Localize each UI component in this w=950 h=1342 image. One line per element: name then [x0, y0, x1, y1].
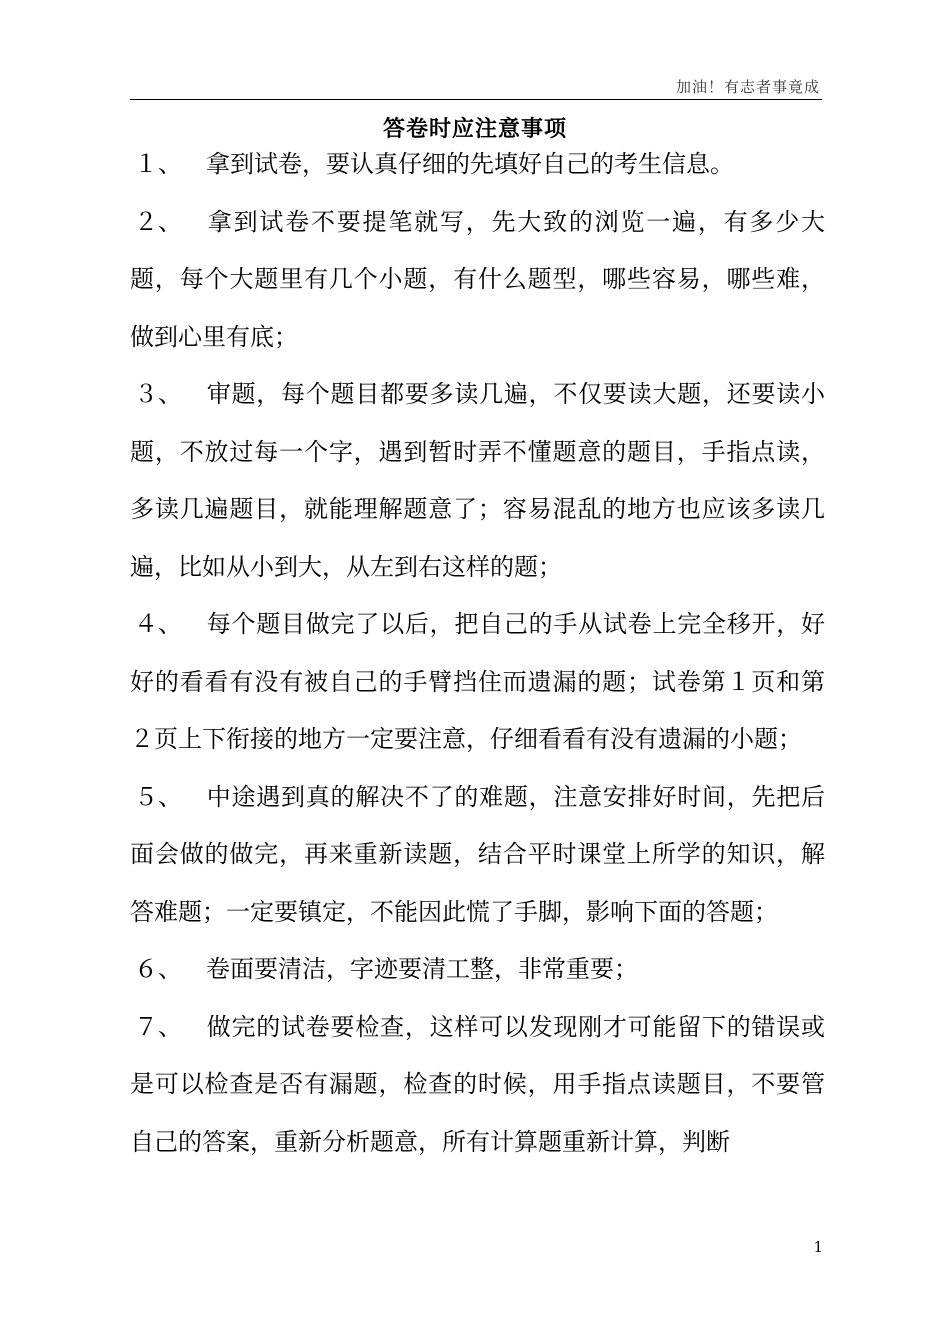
item-text: 中途遇到真的解决不了的难题，注意安排好时间，先把后面会做的做完，再来重新读题，结合平时课堂上所学的知识，解答难题；一定要镇定，不能因此慌了手脚，影响下面的答题；: [130, 782, 825, 926]
item-number: １、: [134, 150, 182, 178]
item-number: ５、: [134, 782, 182, 811]
list-item-6: [130, 941, 825, 999]
list-item-4: [130, 596, 825, 769]
document-body: [130, 136, 825, 1171]
list-item-1: [130, 136, 825, 194]
item-number: ６、: [134, 955, 182, 983]
item-number: ２、: [134, 207, 182, 236]
item-text: 做完的试卷要检查，这样可以发现刚才可能留下的错误或是可以检查是否有漏题，检查的时候，用手指点读题目，不要管自己的答案，重新分析题意，所有计算题重新计算，判断: [130, 1012, 825, 1156]
document-title: 答卷时应注意事项: [382, 116, 567, 142]
item-text: 拿到试卷不要提笔就写，先大致的浏览一遍，有多少大题，每个大题里有几个小题，有什么题型，哪些容易，哪些难，做到心里有底；: [130, 207, 825, 351]
list-item-5: [130, 769, 825, 942]
page-header-motto: 加油！有志者事竟成: [675, 78, 820, 96]
list-item-7: [130, 999, 825, 1172]
header-divider: [130, 99, 822, 100]
item-number: ７、: [134, 1012, 182, 1041]
item-text: 每个题目做完了以后，把自己的手从试卷上完全移开，好好的看看有没有被自己的手臂挡住而遗漏的题；试卷第１页和第２页上下衔接的地方一定要注意，仔细看看有没有遗漏的小题；: [130, 610, 825, 753]
item-text: 卷面要清洁，字迹要清工整，非常重要；: [206, 955, 638, 983]
item-number: ４、: [134, 610, 182, 638]
list-item-3: [130, 366, 825, 596]
item-text: 拿到试卷，要认真仔细的先填好自己的考生信息。: [206, 150, 734, 178]
item-number: ３、: [134, 380, 182, 408]
page-number: 1: [813, 1238, 823, 1256]
item-text: 审题，每个题目都要多读几遍，不仅要读大题，还要读小题，不放过每一个字，遇到暂时弄不懂题意的题目，手指点读，多读几遍题目，就能理解题意了；容易混乱的地方也应该多读几遍，比如从小到大，从左到右这样的题；: [130, 380, 825, 581]
list-item-2: [130, 194, 825, 367]
